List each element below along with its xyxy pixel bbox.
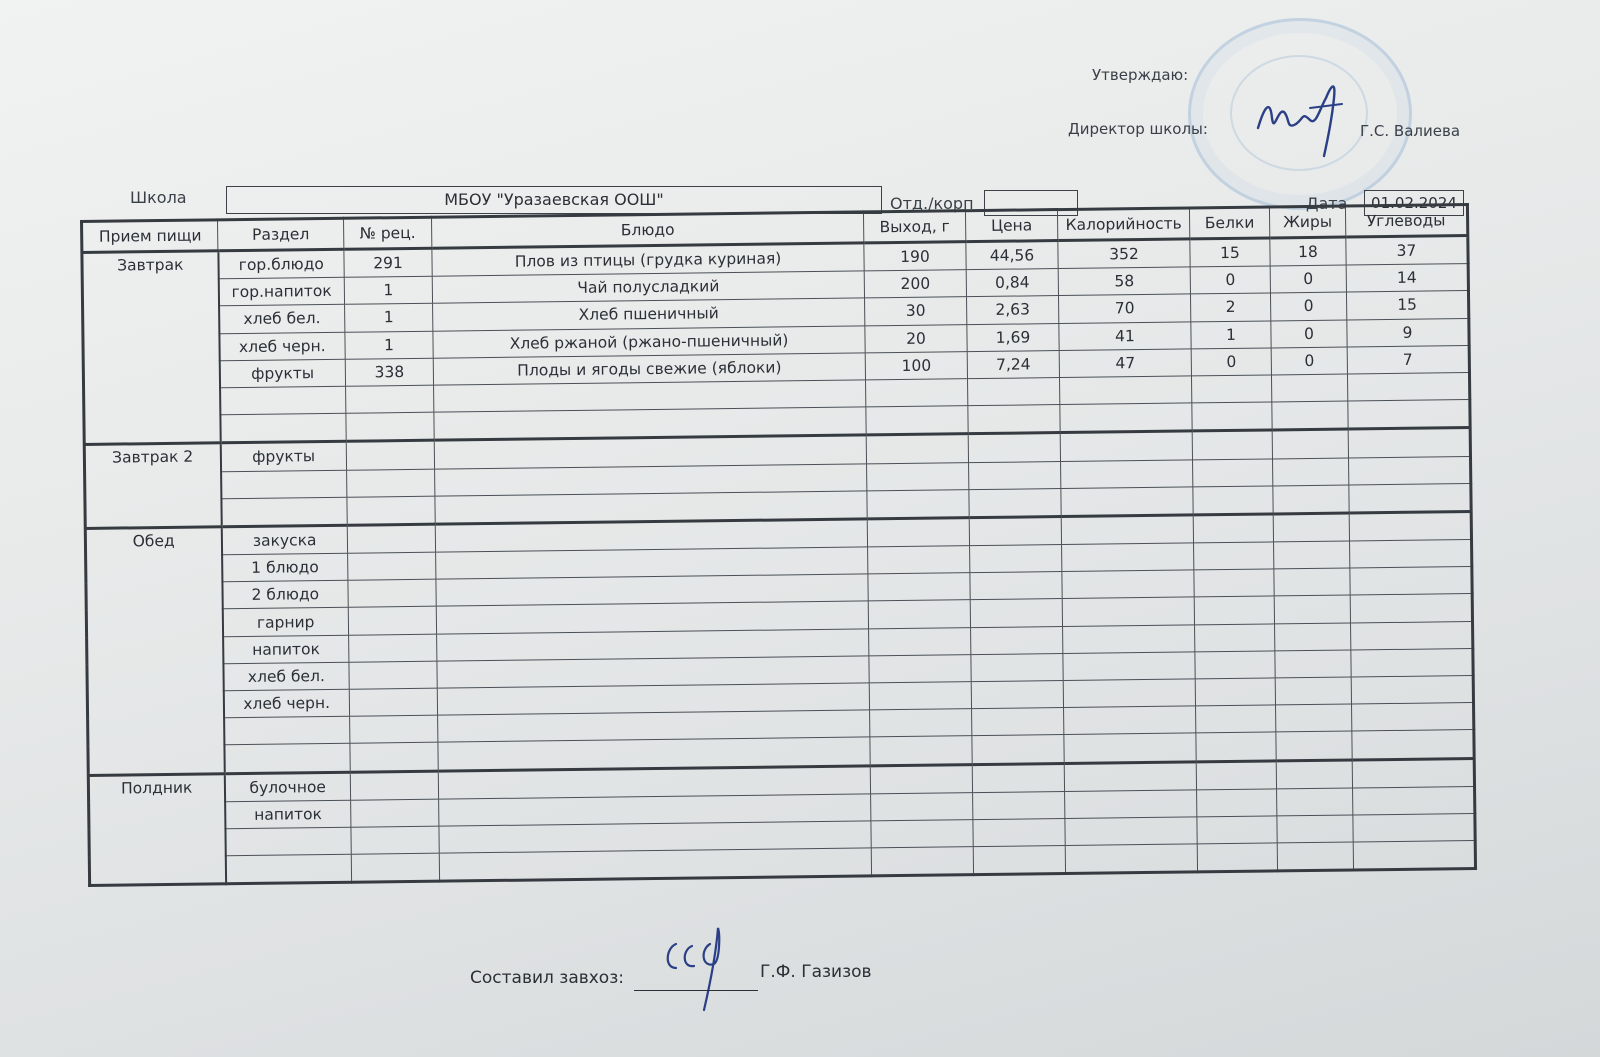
cell-section <box>221 470 347 499</box>
cell-yield <box>866 434 968 463</box>
cell-price: 0,84 <box>966 269 1058 297</box>
cell-calories <box>1063 679 1195 708</box>
compiled-label: Составил завхоз: <box>470 968 624 988</box>
cell-yield: 100 <box>865 351 967 379</box>
cell-yield <box>871 792 973 820</box>
cell-yield <box>866 406 968 435</box>
cell-calories <box>1063 652 1195 681</box>
cell-price <box>972 735 1064 764</box>
cell-section <box>225 854 351 884</box>
cell-carbs: 37 <box>1346 236 1468 266</box>
cell-fat: 0 <box>1270 292 1346 320</box>
cell-section <box>220 413 346 443</box>
cell-carbs <box>1352 730 1474 760</box>
cell-yield <box>868 600 970 628</box>
cell-price: 44,56 <box>966 241 1058 270</box>
cell-calories <box>1065 790 1197 819</box>
cell-dish: Чай полусладкий <box>432 271 864 303</box>
cell-yield <box>869 682 971 710</box>
column-header: № рец. <box>343 217 431 249</box>
cell-protein: 0 <box>1190 266 1270 294</box>
cell-price <box>971 626 1063 654</box>
cell-recipe: 338 <box>345 358 433 386</box>
cell-recipe <box>350 771 438 800</box>
cell-fat <box>1276 760 1352 789</box>
meal-cell: Завтрак 2 <box>84 443 221 528</box>
cell-recipe <box>351 853 439 882</box>
cell-recipe <box>347 469 435 497</box>
cell-dish: Плоды и ягоды свежие (яблоки) <box>433 353 865 385</box>
compiled-name: Г.Ф. Газизов <box>760 962 872 982</box>
cell-protein <box>1196 732 1276 761</box>
cell-carbs <box>1351 648 1473 677</box>
cell-price <box>973 791 1065 819</box>
cell-price <box>968 405 1060 434</box>
cell-fat <box>1273 485 1349 514</box>
cell-recipe: 1 <box>344 276 432 304</box>
cell-fat: 0 <box>1270 265 1346 293</box>
cell-section: напиток <box>225 800 351 829</box>
cell-fat: 0 <box>1271 320 1347 348</box>
cell-calories <box>1065 817 1197 846</box>
cell-carbs <box>1348 428 1470 458</box>
cell-carbs <box>1350 540 1472 569</box>
cell-carbs <box>1350 594 1472 623</box>
cell-yield <box>867 518 969 547</box>
cell-fat <box>1271 374 1347 402</box>
cell-calories <box>1065 844 1197 874</box>
cell-carbs <box>1347 372 1469 401</box>
cell-yield <box>869 627 971 655</box>
cell-dish: Хлеб пшеничный <box>433 298 865 330</box>
cell-price: 1,69 <box>967 323 1059 351</box>
cell-section: фрукты <box>219 359 345 388</box>
cell-protein <box>1196 760 1276 789</box>
cell-protein <box>1194 596 1274 624</box>
cell-yield: 30 <box>865 297 967 325</box>
cell-recipe <box>346 412 434 441</box>
cell-dish: Плов из птицы (грудка куриная) <box>432 243 864 276</box>
cell-carbs <box>1353 786 1475 815</box>
cell-recipe <box>348 607 436 635</box>
cell-fat <box>1275 623 1351 651</box>
cell-section <box>224 744 350 774</box>
cell-section <box>220 386 346 415</box>
column-header: Прием пищи <box>82 220 218 253</box>
cell-dish <box>439 848 871 881</box>
cell-yield <box>867 489 969 518</box>
cell-section: гор.блюдо <box>218 249 344 279</box>
cell-price <box>968 377 1060 405</box>
cell-fat: 18 <box>1270 237 1346 266</box>
cell-carbs <box>1350 567 1472 596</box>
cell-recipe <box>351 826 439 854</box>
cell-carbs: 7 <box>1347 345 1469 374</box>
column-header: Цена <box>965 210 1057 242</box>
cell-fat <box>1272 429 1348 458</box>
cell-protein: 15 <box>1190 238 1270 267</box>
cell-fat <box>1272 401 1348 430</box>
cell-calories: 47 <box>1059 349 1191 378</box>
cell-yield <box>867 462 969 490</box>
cell-price <box>973 818 1065 846</box>
cell-calories <box>1061 515 1193 545</box>
cell-protein <box>1196 705 1276 733</box>
footer <box>470 962 872 988</box>
cell-carbs <box>1349 511 1471 541</box>
column-header: Углеводы <box>1345 205 1467 237</box>
date-label: Дата <box>1306 194 1348 213</box>
cell-carbs <box>1348 456 1470 485</box>
manager-signature-icon <box>662 924 742 1014</box>
cell-yield <box>868 546 970 574</box>
cell-section: гор.напиток <box>218 277 344 306</box>
cell-protein <box>1193 486 1273 515</box>
cell-protein: 2 <box>1190 293 1270 321</box>
cell-yield: 200 <box>864 270 966 298</box>
cell-section <box>224 716 350 745</box>
cell-recipe <box>349 661 437 689</box>
cell-section: 2 блюдо <box>222 581 348 610</box>
director-name: Г.С. Валиева <box>1360 122 1461 140</box>
cell-protein <box>1194 569 1274 597</box>
cell-dish: Хлеб ржаной (ржано-пшеничный) <box>433 325 865 357</box>
cell-price <box>970 572 1062 600</box>
cell-protein <box>1195 678 1275 706</box>
column-header: Раздел <box>218 218 344 251</box>
cell-calories <box>1059 376 1191 405</box>
cell-section <box>225 827 351 856</box>
cell-carbs <box>1351 676 1473 705</box>
cell-section: хлеб черн. <box>219 332 345 361</box>
cell-fat <box>1275 677 1351 705</box>
cell-carbs <box>1351 621 1473 650</box>
cell-calories <box>1064 706 1196 735</box>
cell-calories <box>1061 459 1193 488</box>
cell-price <box>969 461 1061 489</box>
cell-fat <box>1274 541 1350 569</box>
meal-cell: Обед <box>85 527 224 775</box>
cell-yield <box>870 709 972 737</box>
director-label: Директор школы: <box>1068 120 1208 138</box>
cell-price <box>972 763 1064 792</box>
cell-price <box>973 846 1065 875</box>
cell-carbs: 9 <box>1347 318 1469 347</box>
cell-fat <box>1273 458 1349 486</box>
cell-fat <box>1277 815 1353 843</box>
cell-fat <box>1276 704 1352 732</box>
cell-yield <box>868 573 970 601</box>
cell-section: гарнир <box>222 608 348 637</box>
cell-section: булочное <box>224 772 350 802</box>
cell-protein <box>1192 402 1272 431</box>
cell-yield: 20 <box>865 324 967 352</box>
column-header: Выход, г <box>863 211 965 243</box>
cell-calories: 41 <box>1059 321 1191 350</box>
cell-recipe <box>346 441 434 470</box>
cell-calories: 58 <box>1058 267 1190 296</box>
cell-yield <box>871 820 973 848</box>
cell-protein <box>1197 843 1277 872</box>
cell-protein <box>1193 514 1273 543</box>
cell-yield <box>866 379 968 407</box>
cell-recipe: 1 <box>345 331 433 359</box>
cell-calories <box>1064 761 1196 791</box>
cell-protein <box>1191 375 1271 403</box>
cell-protein <box>1193 458 1273 486</box>
meal-cell: Полдник <box>88 773 225 885</box>
menu-table <box>80 203 1477 887</box>
cell-calories <box>1061 487 1193 517</box>
cell-section <box>221 497 347 527</box>
cell-recipe: 291 <box>344 248 432 277</box>
cell-price <box>972 708 1064 736</box>
cell-calories <box>1064 733 1196 763</box>
cell-recipe <box>346 385 434 413</box>
cell-price <box>969 488 1061 517</box>
cell-fat <box>1277 842 1353 871</box>
cell-yield <box>870 736 972 765</box>
cell-calories <box>1063 625 1195 654</box>
cell-fat <box>1276 731 1352 760</box>
cell-calories <box>1062 570 1194 599</box>
cell-section: 1 блюдо <box>222 553 348 582</box>
cell-yield <box>869 654 971 682</box>
column-header: Калорийность <box>1057 208 1189 241</box>
cell-calories <box>1062 597 1194 626</box>
signature-line <box>634 990 758 991</box>
cell-section: напиток <box>223 635 349 664</box>
cell-section: закуска <box>221 525 347 555</box>
cell-recipe <box>347 496 435 525</box>
cell-price <box>969 516 1061 545</box>
cell-carbs <box>1352 703 1474 732</box>
school-field: МБОУ "Уразаевская ООШ" <box>226 186 882 214</box>
cell-carbs <box>1349 483 1471 513</box>
cell-fat <box>1273 513 1349 542</box>
cell-section: хлеб черн. <box>223 689 349 718</box>
cell-recipe <box>347 524 435 553</box>
cell-price <box>971 653 1063 681</box>
cell-fat <box>1274 568 1350 596</box>
cell-recipe: 1 <box>345 304 433 332</box>
cell-fat <box>1277 788 1353 816</box>
cell-fat <box>1274 595 1350 623</box>
cell-calories <box>1060 403 1192 433</box>
cell-protein <box>1195 624 1275 652</box>
cell-price <box>970 545 1062 573</box>
cell-yield: 190 <box>864 242 966 271</box>
cell-section: хлеб бел. <box>219 305 345 334</box>
table-body <box>82 236 1476 886</box>
cell-yield <box>871 847 973 876</box>
cell-recipe <box>349 688 437 716</box>
cell-price <box>970 599 1062 627</box>
cell-section: фрукты <box>220 442 346 472</box>
meal-cell: Завтрак <box>82 251 220 445</box>
cell-price <box>968 433 1060 462</box>
cell-recipe <box>348 579 436 607</box>
cell-protein <box>1194 542 1274 570</box>
cell-price: 2,63 <box>967 296 1059 324</box>
cell-calories <box>1060 431 1192 461</box>
cell-fat: 0 <box>1271 347 1347 375</box>
cell-calories: 70 <box>1059 294 1191 323</box>
cell-calories: 352 <box>1058 239 1190 269</box>
cell-section: хлеб бел. <box>223 662 349 691</box>
school-label: Школа <box>130 188 187 207</box>
cell-fat <box>1275 650 1351 678</box>
cell-carbs <box>1352 758 1474 788</box>
cell-price <box>971 681 1063 709</box>
cell-protein <box>1195 651 1275 679</box>
cell-protein: 0 <box>1191 348 1271 376</box>
cell-recipe <box>350 715 438 743</box>
cell-recipe <box>350 743 438 772</box>
cell-carbs: 14 <box>1346 264 1468 293</box>
cell-carbs <box>1353 841 1475 871</box>
cell-carbs: 15 <box>1346 291 1468 320</box>
cell-protein: 1 <box>1191 321 1271 349</box>
column-header: Белки <box>1189 207 1269 239</box>
cell-calories <box>1062 543 1194 572</box>
otd-label: Отд./корп <box>890 194 974 213</box>
cell-recipe <box>349 634 437 662</box>
cell-carbs <box>1348 400 1470 430</box>
column-header: Блюдо <box>431 212 863 248</box>
column-header: Жиры <box>1269 206 1345 238</box>
cell-recipe <box>351 799 439 827</box>
menu-table-wrapper <box>80 203 1477 887</box>
cell-protein <box>1197 789 1277 817</box>
cell-protein <box>1197 816 1277 844</box>
cell-recipe <box>348 552 436 580</box>
cell-price: 7,24 <box>967 350 1059 378</box>
cell-carbs <box>1353 813 1475 842</box>
date-field: 01.02.2024 <box>1364 190 1464 216</box>
approve-label: Утверждаю: <box>1092 66 1189 84</box>
cell-protein <box>1192 430 1272 459</box>
cell-yield <box>870 764 972 793</box>
director-signature-icon <box>1250 68 1360 163</box>
